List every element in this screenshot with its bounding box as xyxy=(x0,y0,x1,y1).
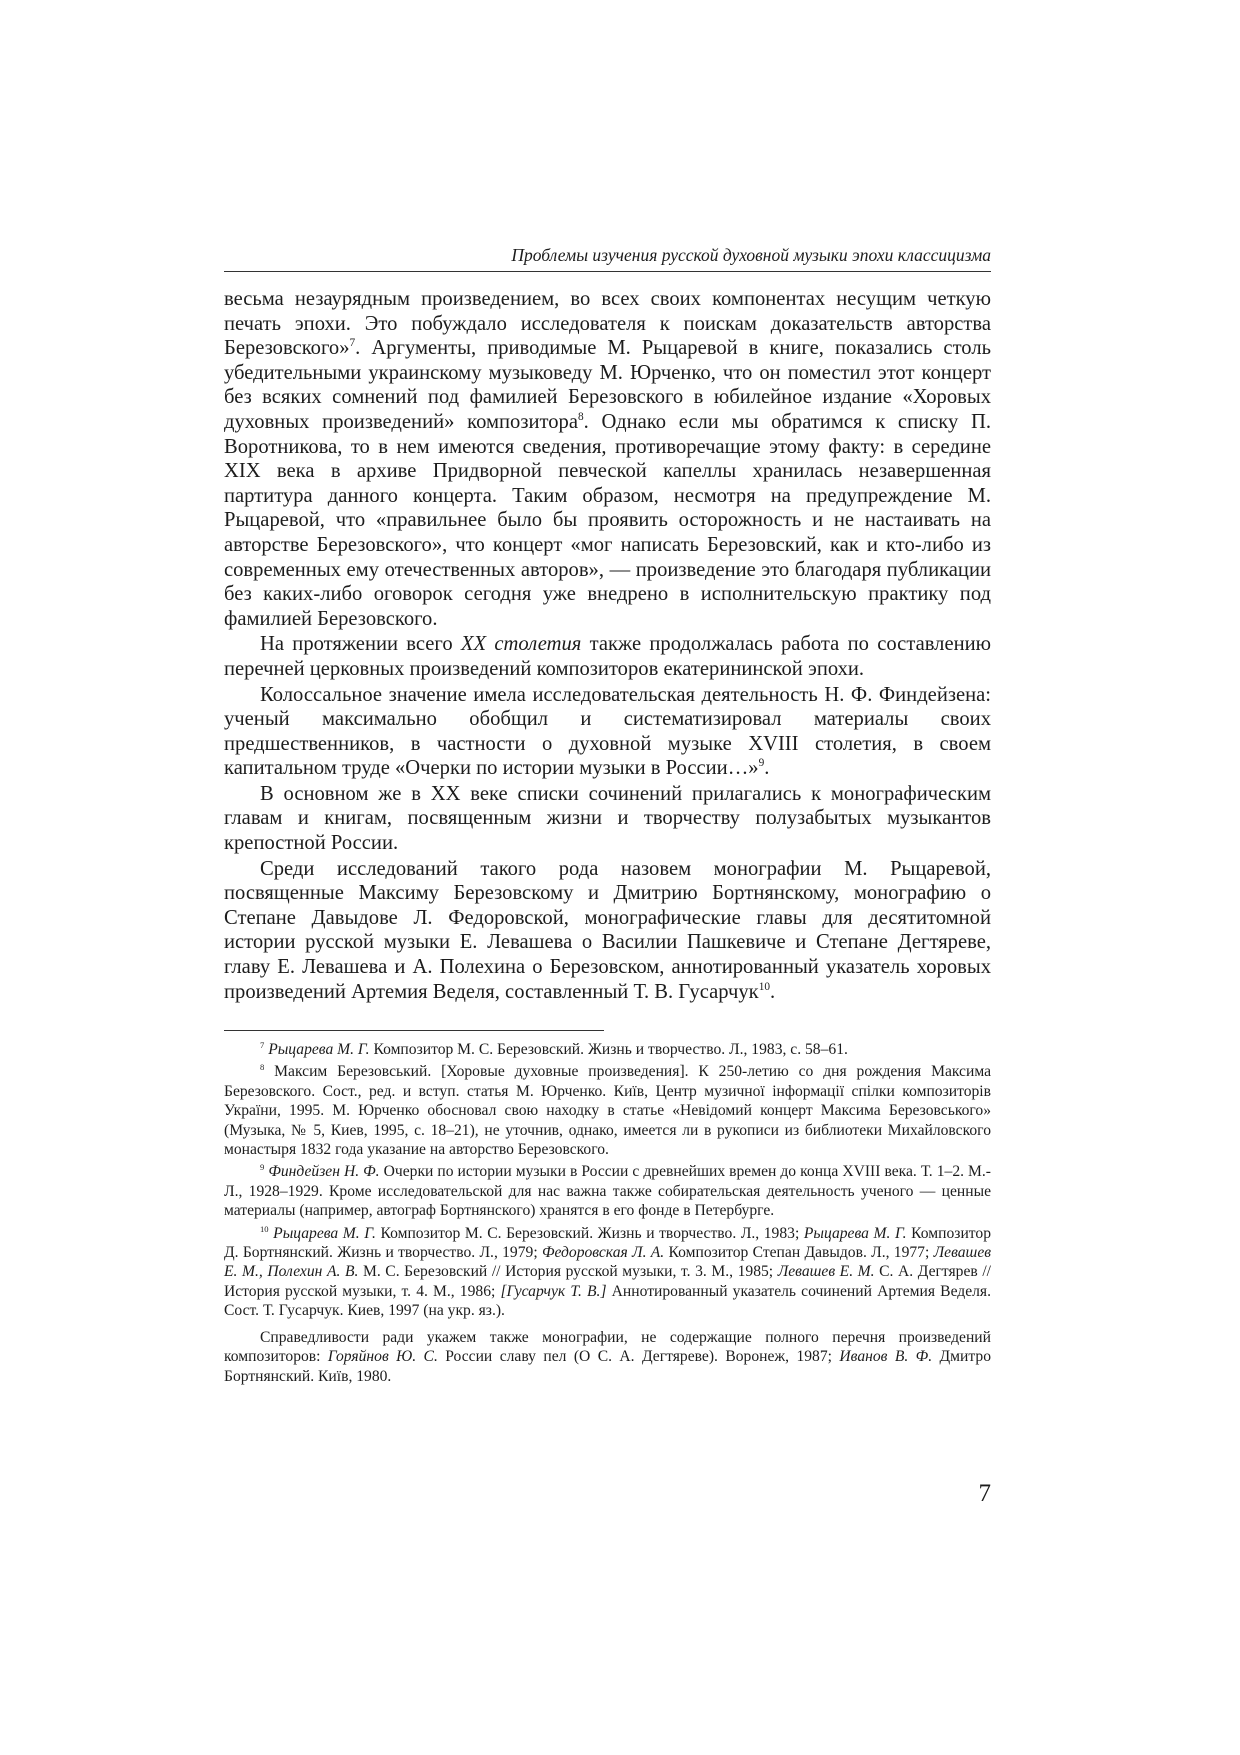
footnote-10-text-5: С. А. Дегтярев // История русской музыки, т. 4. М., 1986; xyxy=(224,1263,992,1300)
footnote-10-text-4: М. С. Березовский // История русской музыки, т. 3. М., 1985; xyxy=(358,1263,778,1281)
footnote-10-text-1: Композитор М. С. Березовский. Жизнь и творчество. Л., 1983; xyxy=(375,1224,804,1242)
footnote-7-author: Рыцарева М. Г. xyxy=(268,1041,370,1058)
paragraph-2 xyxy=(224,632,991,681)
paragraph-5-text-a: Среди исследований такого рода назовем монографии М. Рыцаревой, посвященные Максиму Березовскому и Дмитрию Бортнянскому, монографию о Степане Давыдове Л. Федоровской, монографические главы для десятитомной истории русской музыки Е. Левашева о Василии Пашкевиче и Степане Дегтяреве, главу Е. Левашева и А. Полехина о Березовском, аннотированный указатель хоровых произведений Артемия Веделя, составленный Т. В. Гусарчук xyxy=(224,857,991,1003)
footnote-7 xyxy=(224,1040,991,1059)
footnote-10-text-2: Композитор Д. Бортнянский. Жизнь и творчество. Л., 1979; xyxy=(224,1224,991,1262)
footnote-10-author-4: Левашев Е. М., Полехин А. В. xyxy=(224,1244,992,1281)
footnote-extra-text-1: Справедливости ради укажем также монографии, не содержащие полного перечня произведений композиторов: xyxy=(224,1328,991,1366)
footnote-extra-author-1: Горяйнов Ю. С. xyxy=(327,1348,438,1366)
footnote-9 xyxy=(224,1162,991,1220)
footnote-9-text: Очерки по истории музыки в России с древнейших времен до конца XVIII века. Т. 1–2. М.-Л., 1928–1929. Кроме исследовательской для нас важна также собирательская деятельность ученого — ценные материалы (например, автограф Бортнянского) хранятся в его фонде в Петербурге. xyxy=(224,1163,991,1220)
footnote-rule xyxy=(224,1030,604,1031)
paragraph-1-text-c: . Однако если мы обратимся к списку П. Воротникова, то в нем имеются сведения, противоречащие этому факту: в середине XIX века в архиве Придворной певческой капеллы хранилась незавершенная партитура данного концерта. Таким образом, несмотря на предупреждение М. Рыцаревой, что «правильнее было бы проявить осторожность и не настаивать на авторстве Березовского», что концерт «мог написать Березовский, как и кто-либо из современных ему отечественных авторов», — произведение это благодаря публикации без каких-либо оговорок сегодня уже внедрено в исполнительскую практику под фамилией Березовского. xyxy=(224,410,991,630)
footnote-10-text-3: Композитор Степан Давыдов. Л., 1977; xyxy=(664,1244,934,1262)
paragraph-5-text-b: . xyxy=(770,980,776,1003)
paragraph-5 xyxy=(224,857,991,1005)
paragraph-2-text-a: На протяжении всего xyxy=(260,633,461,656)
footnote-8-number: 8 xyxy=(260,1062,265,1073)
footnote-9-author: Финдейзен Н. Ф. xyxy=(268,1163,380,1181)
page-number: 7 xyxy=(978,1480,991,1507)
paragraph-2-text-b: также продолжалась работа по составлению перечней церковных произведений композиторов екатерининской эпохи. xyxy=(224,633,992,680)
footnote-9-number: 9 xyxy=(260,1162,265,1173)
footnote-10-text-6: Аннотированный указатель сочинений Артемия Веделя. Сост. Т. Гусарчук. Киев, 1997 (на укр. яз.). xyxy=(224,1282,991,1320)
footnote-10-continuation xyxy=(224,1328,991,1386)
footnote-8-text: Максим Березовський. [Хоровые духовные произведения]. К 250-летию со дня рождения Максима Березовского. Сост., ред. и вступ. статья М. Юрченко. Київ, Центр музичної інформації спілки композиторів України, 1995. М. Юрченко обосновал свою находку в статье «Невідомий концерт Максима Березовського» (Музыка, № 5, Киев, 1995, с. 18–21), не уточнив, однако, имеется ли в рукописи из библиотеки Михайловского монастыря 1832 года указание на авторство Березовского. xyxy=(224,1063,992,1159)
footnote-10-author-6: [Гусарчук Т. В.] xyxy=(500,1282,607,1300)
paragraph-3-text-b: . xyxy=(764,757,770,780)
footnote-ref-7[interactable]: 7 xyxy=(349,337,356,350)
footnote-extra-text-2: России славу пел (О С. А. Дегтяреве). Воронеж, 1987; xyxy=(437,1348,840,1366)
footnote-extra-text-3: Дмитро Бортнянский. Київ, 1980. xyxy=(224,1348,991,1385)
paragraph-1 xyxy=(224,287,991,631)
footnote-ref-8[interactable]: 8 xyxy=(577,411,584,424)
footnote-extra-author-2: Иванов В. Ф. xyxy=(839,1348,933,1366)
paragraph-2-italic: XX столетия xyxy=(460,633,582,656)
main-text xyxy=(224,287,991,1004)
paragraph-4: В основном же в XX веке списки сочинений прилагались к монографическим главам и книгам, посвященным жизни и творчеству полузабытых музыкантов крепостной России. xyxy=(224,782,991,855)
footnote-ref-10[interactable]: 10 xyxy=(758,980,771,993)
footnote-ref-9[interactable]: 9 xyxy=(758,757,765,770)
footnote-8 xyxy=(224,1062,991,1159)
running-head: Проблемы изучения русской духовной музыки эпохи классицизма xyxy=(511,245,991,265)
footnote-7-text: Композитор М. С. Березовский. Жизнь и творчество. Л., 1983, с. 58–61. xyxy=(369,1041,848,1058)
header-rule xyxy=(224,271,991,272)
paragraph-3-text-a: Колоссальное значение имела исследовательская деятельность Н. Ф. Финдейзена: ученый максимально обобщил и систематизировал материалы своих предшественников, в частности о духовной музыке XVIII столетия, в своем капитальном труде «Очерки по истории музыки в России…» xyxy=(224,683,991,780)
footnote-7-number: 7 xyxy=(260,1039,265,1050)
footnote-10-author-5: Левашев Е. М. xyxy=(777,1263,875,1281)
footnote-10-author-3: Федоровская Л. А. xyxy=(541,1244,665,1262)
paragraph-3 xyxy=(224,683,991,781)
paragraph-1-text-a: весьма незаурядным произведением, во всех своих компонентах несущим четкую печать эпохи. Это побуждало исследователя к поискам доказательств авторства Березовского» xyxy=(224,288,991,360)
footnote-10 xyxy=(224,1224,991,1321)
footnotes xyxy=(224,1040,991,1389)
footnote-10-number: 10 xyxy=(260,1223,269,1234)
footnote-10-author-1: Рыцарева М. Г. xyxy=(273,1224,376,1242)
footnote-10-author-2: Рыцарева М. Г. xyxy=(803,1224,907,1242)
paragraph-1-text-b: . Аргументы, приводимые М. Рыцаревой в книге, показались столь убедительными украинскому музыковеду М. Юрченко, что он поместил этот концерт без всяких сомнений под фамилией Березовского в юбилейное издание «Хоровых духовных произведений» композитора xyxy=(224,337,991,433)
